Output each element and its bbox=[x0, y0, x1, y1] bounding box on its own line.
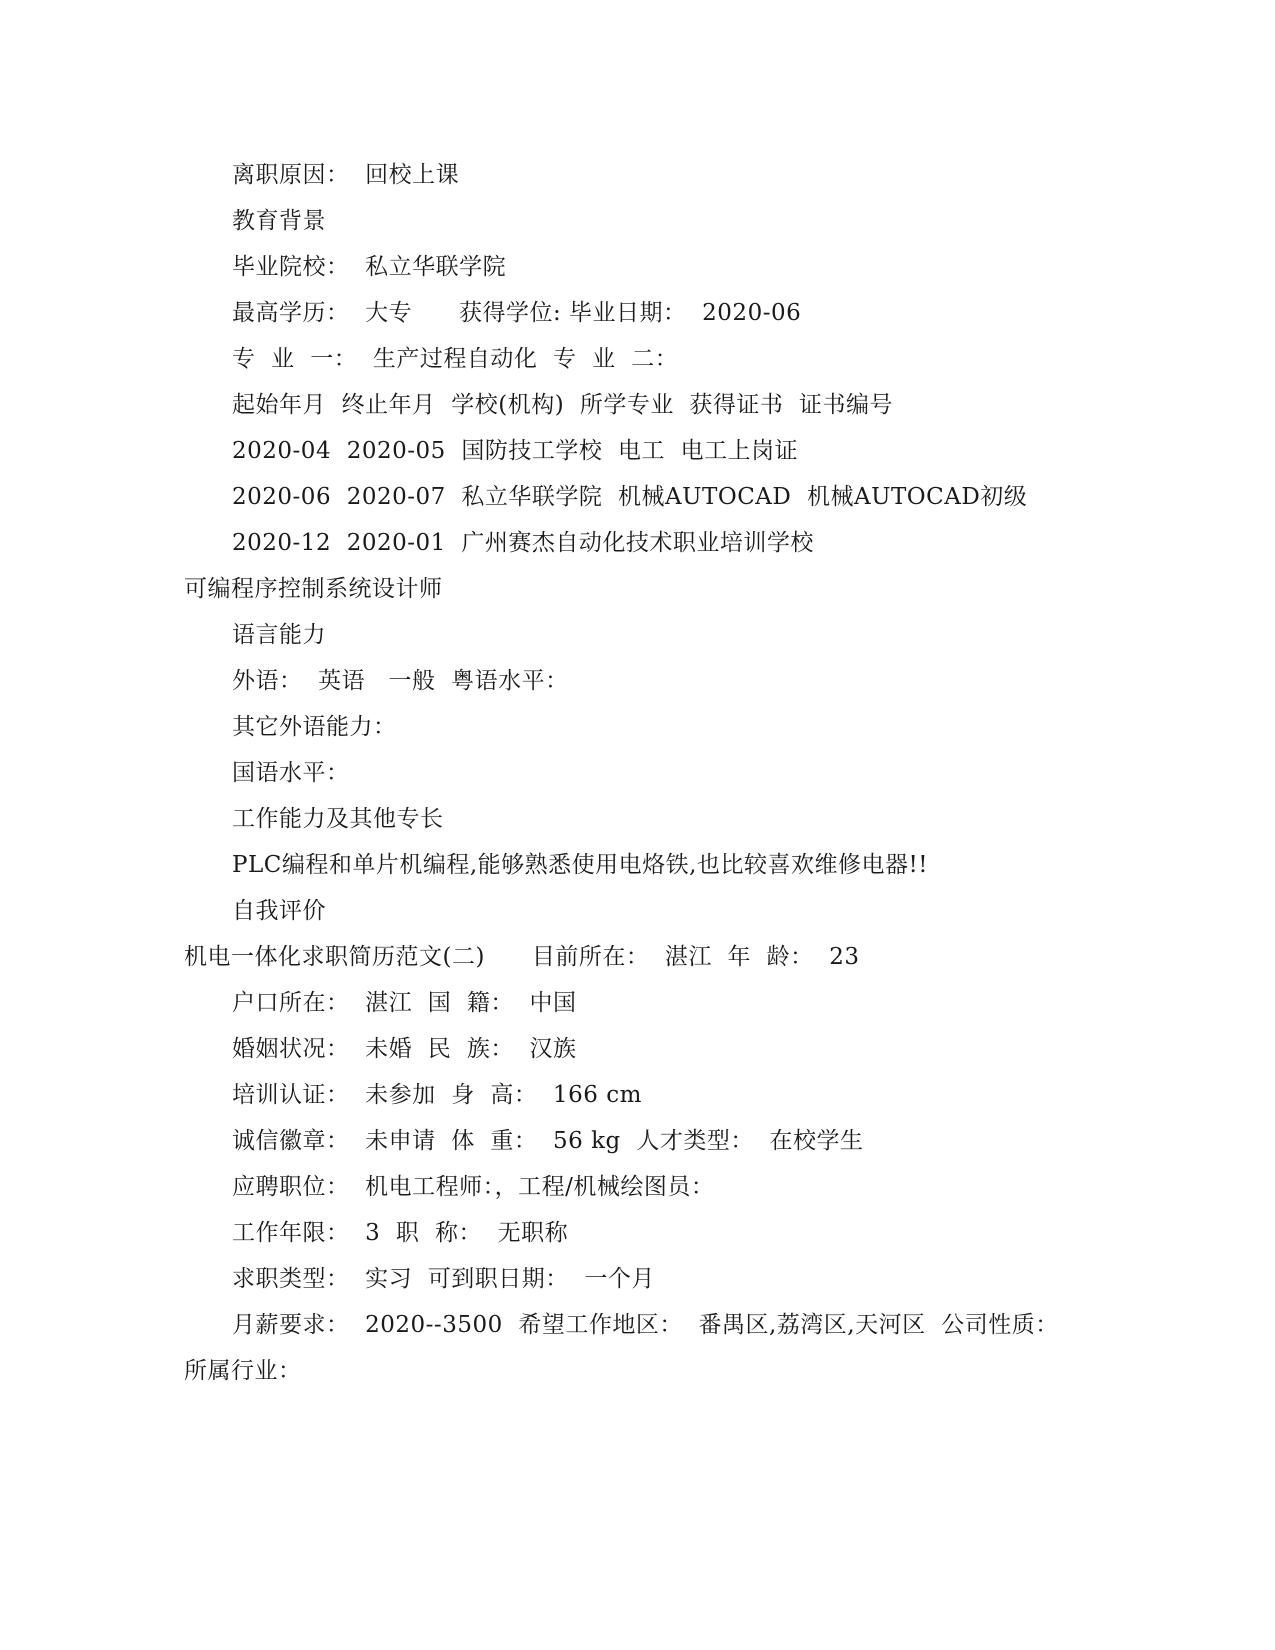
salary-line: 月薪要求： 2020--3500 希望工作地区： 番禺区,荔湾区,天河区 公司性质： bbox=[232, 1312, 1059, 1338]
training-row: 2020-12 2020-01 广州赛杰自动化技术职业培训学校 bbox=[232, 530, 814, 556]
skills-description: PLC编程和单片机编程,能够熟悉使用电烙铁,也比较喜欢维修电器!! bbox=[232, 852, 928, 878]
applied-position-line: 应聘职位： 机电工程师：，工程/机械绘图员： bbox=[232, 1174, 715, 1200]
education-background-heading: 教育背景 bbox=[232, 208, 326, 234]
resume-title-line: 机电一体化求职简历范文(二) 目前所在： 湛江 年 龄： 23 bbox=[184, 944, 860, 970]
household-line: 户口所在： 湛江 国 籍： 中国 bbox=[232, 990, 577, 1016]
graduated-school-line: 毕业院校： 私立华联学院 bbox=[232, 254, 507, 280]
training-row: 2020-04 2020-05 国防技工学校 电工 电工上岗证 bbox=[232, 438, 799, 464]
self-evaluation-heading: 自我评价 bbox=[232, 898, 326, 924]
work-ability-heading: 工作能力及其他专长 bbox=[232, 806, 444, 832]
training-cert-line: 培训认证： 未参加 身 高： 166 cm bbox=[232, 1082, 642, 1108]
mandarin-level-line: 国语水平： bbox=[232, 760, 350, 786]
language-ability-heading: 语言能力 bbox=[232, 622, 326, 648]
industry-line: 所属行业： bbox=[184, 1358, 302, 1384]
marital-status-line: 婚姻状况： 未婚 民 族： 汉族 bbox=[232, 1036, 577, 1062]
work-years-line: 工作年限： 3 职 称： 无职称 bbox=[232, 1220, 569, 1246]
training-table-header: 起始年月 终止年月 学校(机构) 所学专业 获得证书 证书编号 bbox=[232, 392, 894, 418]
foreign-language-line: 外语： 英语 一般 粤语水平： bbox=[232, 668, 569, 694]
integrity-badge-line: 诚信徽章： 未申请 体 重： 56 kg 人才类型： 在校学生 bbox=[232, 1128, 864, 1154]
other-language-line: 其它外语能力： bbox=[232, 714, 397, 740]
major-line: 专 业 一： 生产过程自动化 专 业 二： bbox=[232, 346, 679, 372]
training-row-continuation: 可编程序控制系统设计师 bbox=[184, 576, 443, 602]
highest-education-line: 最高学历： 大专 获得学位: 毕业日期： 2020-06 bbox=[232, 300, 802, 326]
job-type-line: 求职类型： 实习 可到职日期： 一个月 bbox=[232, 1266, 655, 1292]
resignation-reason-line: 离职原因： 回校上课 bbox=[232, 162, 460, 188]
training-row: 2020-06 2020-07 私立华联学院 机械AUTOCAD 机械AUTOCAD初级 bbox=[232, 484, 1028, 510]
